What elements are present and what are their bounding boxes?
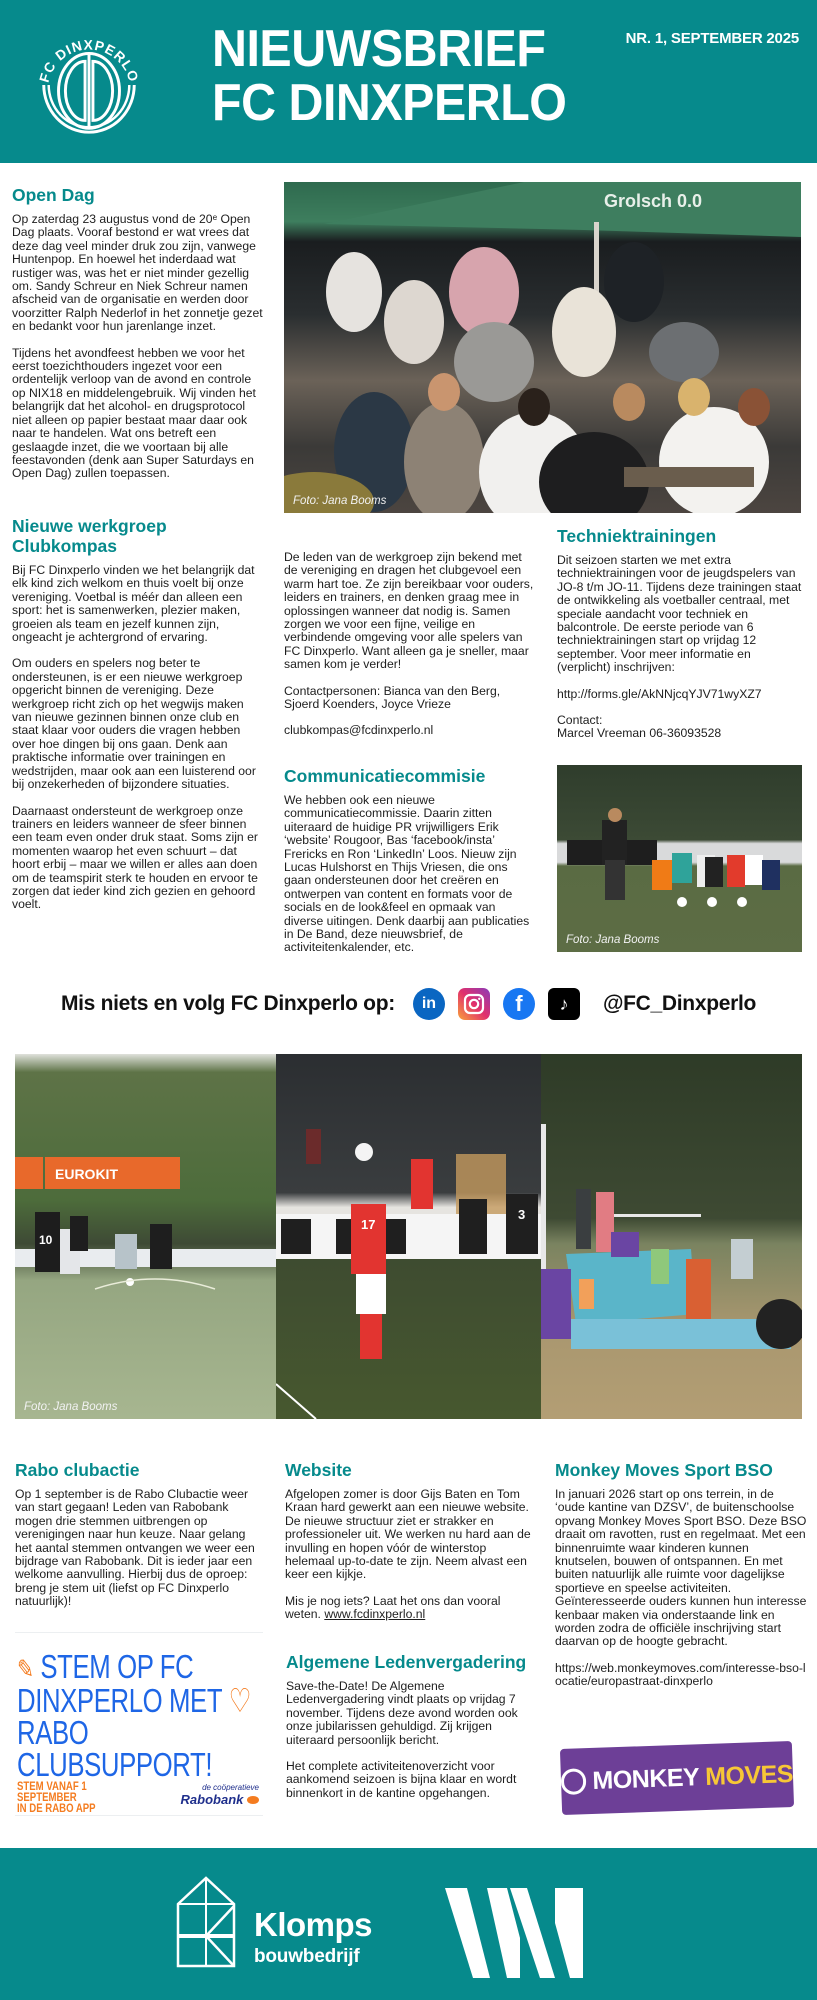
club-logo-icon <box>30 26 148 144</box>
bouncy-castle-photo-image <box>541 1054 802 1419</box>
section-algemene-ledenvergadering <box>286 1652 538 1813</box>
paragraph: Het complete activiteitenoverzicht voor aankomend seizoen is bijna klaar en wordt binnenkort in de kantine opgehangen. <box>286 1759 517 1800</box>
photo-caption: Foto: Jana Booms <box>24 1401 118 1413</box>
paragraph: Om ouders en spelers nog beter te ondersteunen, is er een nieuwe werkgroep opgericht binnen de vereniging. Deze werkgroep richt zich op het wegwijs maken van nieuwe gezinnen binnen onze club en staat klaar voor ouders die vragen hebben over hoe dingen bij ons gaan. Denk aan praktische informatie over trainingen en wedstrijden, maar ook aan een luisterend oor bij onzekerheden of bijzondere situaties. <box>12 656 256 792</box>
svg-text:17: 17 <box>361 1217 376 1232</box>
newsletter-header <box>0 0 817 163</box>
paragraph: Mis je nog iets? Laat het ons dan vooral weten. www.fcdinxperlo.nl <box>285 1593 501 1622</box>
rabo-banner-headline: ✎ STEM OP FC DINXPERLO MET ♡ RABO CLUBSUPPORT! <box>17 1648 252 1783</box>
section-title: Techniektrainingen <box>557 526 717 546</box>
sponsor-name: Klomps <box>254 1906 373 1943</box>
section-title: Communicatiecommisie <box>284 766 486 786</box>
photo-caption: Foto: Jana Booms <box>293 495 387 507</box>
section-clubkompas <box>12 516 264 925</box>
match-photo-image <box>15 1054 276 1419</box>
monkey-moves-logo[interactable] <box>560 1741 794 1815</box>
paragraph: Tijdens het avondfeest hebben we voor het eerst toezichthouders ingezet voor een ordentelijk verloop van de avond en controle op NIX18 en middelengebruik. Wij vinden het belangrijk dat het alcohol- en drugsprotocol niet alleen op papier bestaat maar daar ook naar te handelen. Wat ons betreft een geslaagde inzet, die we voortaan bij alle feestavonden (denk aan Super Saturdays en Open Dag) zullen toepassen. <box>12 345 256 481</box>
section-monkey-moves <box>555 1460 807 1702</box>
photo-match-2 <box>276 1054 541 1419</box>
signup-link[interactable]: http://forms.gle/AkNNjcqYJV71wyXZ7 <box>557 686 762 701</box>
rabo-banner-subtext: STEM VANAF 1 SEPTEMBER IN DE RABO APP <box>17 1779 96 1815</box>
logo-word-2: MOVES <box>704 1759 794 1791</box>
svg-text:3: 3 <box>518 1207 526 1222</box>
paragraph: Save-the-Date! De Algemene Ledenvergadering vindt plaats op vrijdag 7 november. Tijdens deze avond worden ook onze jubilarissen gehuldigd. Zij krijgen uiteraard persoonlijk bericht. <box>286 1679 518 1747</box>
instagram-icon[interactable] <box>458 988 490 1020</box>
sponsor-wn-logo[interactable] <box>445 1888 585 1978</box>
monkey-face-icon <box>561 1768 587 1795</box>
house-frame-icon <box>176 1876 236 1968</box>
svg-text:10: 10 <box>39 1233 53 1247</box>
title-line-2: FC DINXPERLO <box>212 74 567 132</box>
linkedin-icon[interactable]: in <box>413 988 445 1020</box>
paragraph: Op 1 september is de Rabo Clubactie weer van start gegaan! Leden van Rabobank mogen drie stemmen uitbrengen op verenigingen naar hun keuze. Naar gelang het aantal stemmen ontvangen we weer een bijdrage van Rabobank. Dit is ieder jaar een welkome aanvulling. Hierbij dus de oproep: breng je stem uit (liefst op FC Dinxperlo natuurlijk)! <box>15 1487 255 1609</box>
photo-caption: Foto: Jana Booms <box>566 934 660 946</box>
pencil-icon: ✎ <box>17 1654 34 1684</box>
website-link[interactable]: www.fcdinxperlo.nl <box>324 1607 426 1622</box>
rabobank-logo: de coöperatieve Rabobank <box>180 1783 259 1807</box>
contact-info <box>557 714 807 741</box>
section-title: Monkey Moves Sport BSO <box>555 1460 773 1480</box>
sponsor-subtitle: bouwbedrijf <box>254 1946 360 1967</box>
training-photo-image <box>557 765 802 952</box>
match-photo-image <box>276 1054 541 1419</box>
interest-link[interactable]: https://web.monkeymoves.com/interesse-bso-locatie/europastraat-dinxperlo <box>555 1660 806 1689</box>
photo-open-dag <box>284 182 801 513</box>
facebook-icon[interactable]: f <box>503 988 535 1020</box>
svg-text:FC DINXPERLO: FC DINXPERLO <box>36 37 142 85</box>
section-website <box>285 1460 537 1635</box>
photo-techniektrainingen <box>557 765 802 952</box>
svg-text:Grolsch 0.0: Grolsch 0.0 <box>604 191 703 211</box>
section-title: Rabo clubactie <box>15 1460 140 1480</box>
contact-label: Contact: <box>557 713 603 728</box>
section-title: Nieuwe werkgroep Clubkompas <box>12 516 167 556</box>
section-rabo-clubactie <box>15 1460 265 1622</box>
photo-bouncy-castle <box>541 1054 802 1419</box>
social-follow-bar <box>0 982 817 1026</box>
contact-value: Marcel Vreeman 06-36093528 <box>557 726 722 741</box>
rabobank-logo-icon <box>247 1796 259 1804</box>
heart-icon: ♡ <box>228 1682 252 1719</box>
paragraph: De leden van de werkgroep zijn bekend met de vereniging en dragen het clubgevoel een warm hart toe. Ze zijn bereikbaar voor ouders, leiders en trainers, en denken graag mee in oplossingen wanneer dat nodig is. Samen zorgen we voor een fijne, veilige en verbindende omgeving voor alle spelers van FC Dinxperlo. Want alleen ga je sneller, maar samen kom je verder! <box>284 550 534 672</box>
paragraph: In januari 2026 start op ons terrein, in de ‘oude kantine van DZSV’, de buitenschoolse opvang Monkey Moves Sport BSO. Deze BSO draait om ravotten, rust en regelmaat. Met een binnenruimte waar kinderen kunnen knutselen, bouwen of ontspannen. En met buiten natuurlijk alle ruimte voor dagelijkse sportieve en speelse activiteiten. Geïnteresseerde ouders kunnen hun interesse kenbaar maken via onderstaande link en worden zodra de officiële inschrijving start daarvan op de hoogte gebracht. <box>555 1487 807 1649</box>
paragraph: Afgelopen zomer is door Gijs Baten en Tom Kraan hard gewerkt aan een nieuwe website. De nieuwe structuur ziet er strakker en professioneler uit. We werken nu hard aan de invulling en hopen vóór de winterstop helemaal up-to-date te zijn. Neem alvast een keer een kijkje. <box>285 1487 531 1582</box>
crowd-photo-image <box>284 182 801 513</box>
issue-number: NR. 1, SEPTEMBER 2025 <box>625 30 799 47</box>
section-techniektrainingen <box>557 526 807 754</box>
paragraph: We hebben ook een nieuwe communicatiecommissie. Daarin zitten uiteraard de huidige PR vrijwilligers Erik ‘website’ Rougoor, Bas ‘facebook/insta’ Frericks en Ron ‘LinkedIn’ Loos. Nieuw zijn Lucas Hulshorst en Thijs Vriesen, die ons gaan ondersteunen door het creëren en ontwerpen van content en formats voor de socials en de look&feel en opmaak van diverse uitingen. Denk daarbij aan publicaties in De Band, deze nieuwsbrief, de activiteitenkalender, etc. <box>284 793 530 955</box>
email-link[interactable]: clubkompas@fcdinxperlo.nl <box>284 723 434 738</box>
photo-match-1 <box>15 1054 276 1419</box>
logo-word-1: MONKEY <box>592 1762 700 1795</box>
sponsor-klomps[interactable] <box>176 1876 396 1972</box>
section-communicatie <box>284 766 536 968</box>
page-title <box>212 22 566 130</box>
paragraph: Dit seizoen starten we met extra techniektrainingen voor de jeugdspelers van JO-8 t/m JO-11. Tijdens deze trainingen staat de ontwikkeling als voetballer centraal, met speciale aandacht voor techniek en balcontrole. De eerste periode van 6 techniektrainingen start op vrijdag 12 september. Voor meer informatie en (verplicht) inschrijven: <box>557 553 802 675</box>
social-handle[interactable]: @FC_Dinxperlo <box>602 992 757 1015</box>
section-clubkompas-continued <box>284 551 536 751</box>
rabo-clubsupport-banner[interactable] <box>15 1632 263 1816</box>
section-title: Open Dag <box>12 185 95 205</box>
section-open-dag <box>12 185 264 494</box>
paragraph: Bij FC Dinxperlo vinden we het belangrijk dat elk kind zich welkom en thuis voelt bij onze vereniging. Voetbal is méér dan alleen een sport: het is samenwerken, plezier maken, groeien als team en jezelf kunnen zijn, ongeacht je achtergrond of ervaring. <box>12 563 255 645</box>
svg-text:EUROKIT: EUROKIT <box>55 1166 118 1182</box>
tiktok-icon[interactable]: ♪ <box>548 988 580 1020</box>
social-label: Mis niets en volg FC Dinxperlo op: <box>60 992 395 1015</box>
paragraph: Daarnaast ondersteunt de werkgroep onze trainers en leiders wanneer de sfeer binnen een team even onder druk staat. Soms zijn er momenten waarop het even schuurt – dat hoort erbij – maar we willen er alles aan doen om de teamspirit sterk te houden en ervoor te zorgen dat ieder kind zich gezien en gehoord voelt. <box>12 803 258 912</box>
contact-persons: Contactpersonen: Bianca van den Berg, Sjoerd Koenders, Joyce Vrieze <box>284 683 501 712</box>
title-line-1: NIEUWSBRIEF <box>212 20 546 78</box>
section-title: Algemene Ledenvergadering <box>286 1652 527 1672</box>
sponsor-footer <box>0 1848 817 2000</box>
section-title: Website <box>285 1460 352 1480</box>
paragraph: Op zaterdag 23 augustus vond de 20ᵉ Open Dag plaats. Vooraf bestond er wat vrees dat deze dag veel minder druk zou zijn, vanwege Huntenpop. En hoewel het inderdaad wat rustiger was, was het er niet minder gezellig om. Sandy Schreur en Niek Schreur namen afscheid van de organisatie en werden door voorzitter Ralph Nederlof in het zonnetje gezet en bedankt voor hun jarenlange inzet. <box>12 212 263 334</box>
